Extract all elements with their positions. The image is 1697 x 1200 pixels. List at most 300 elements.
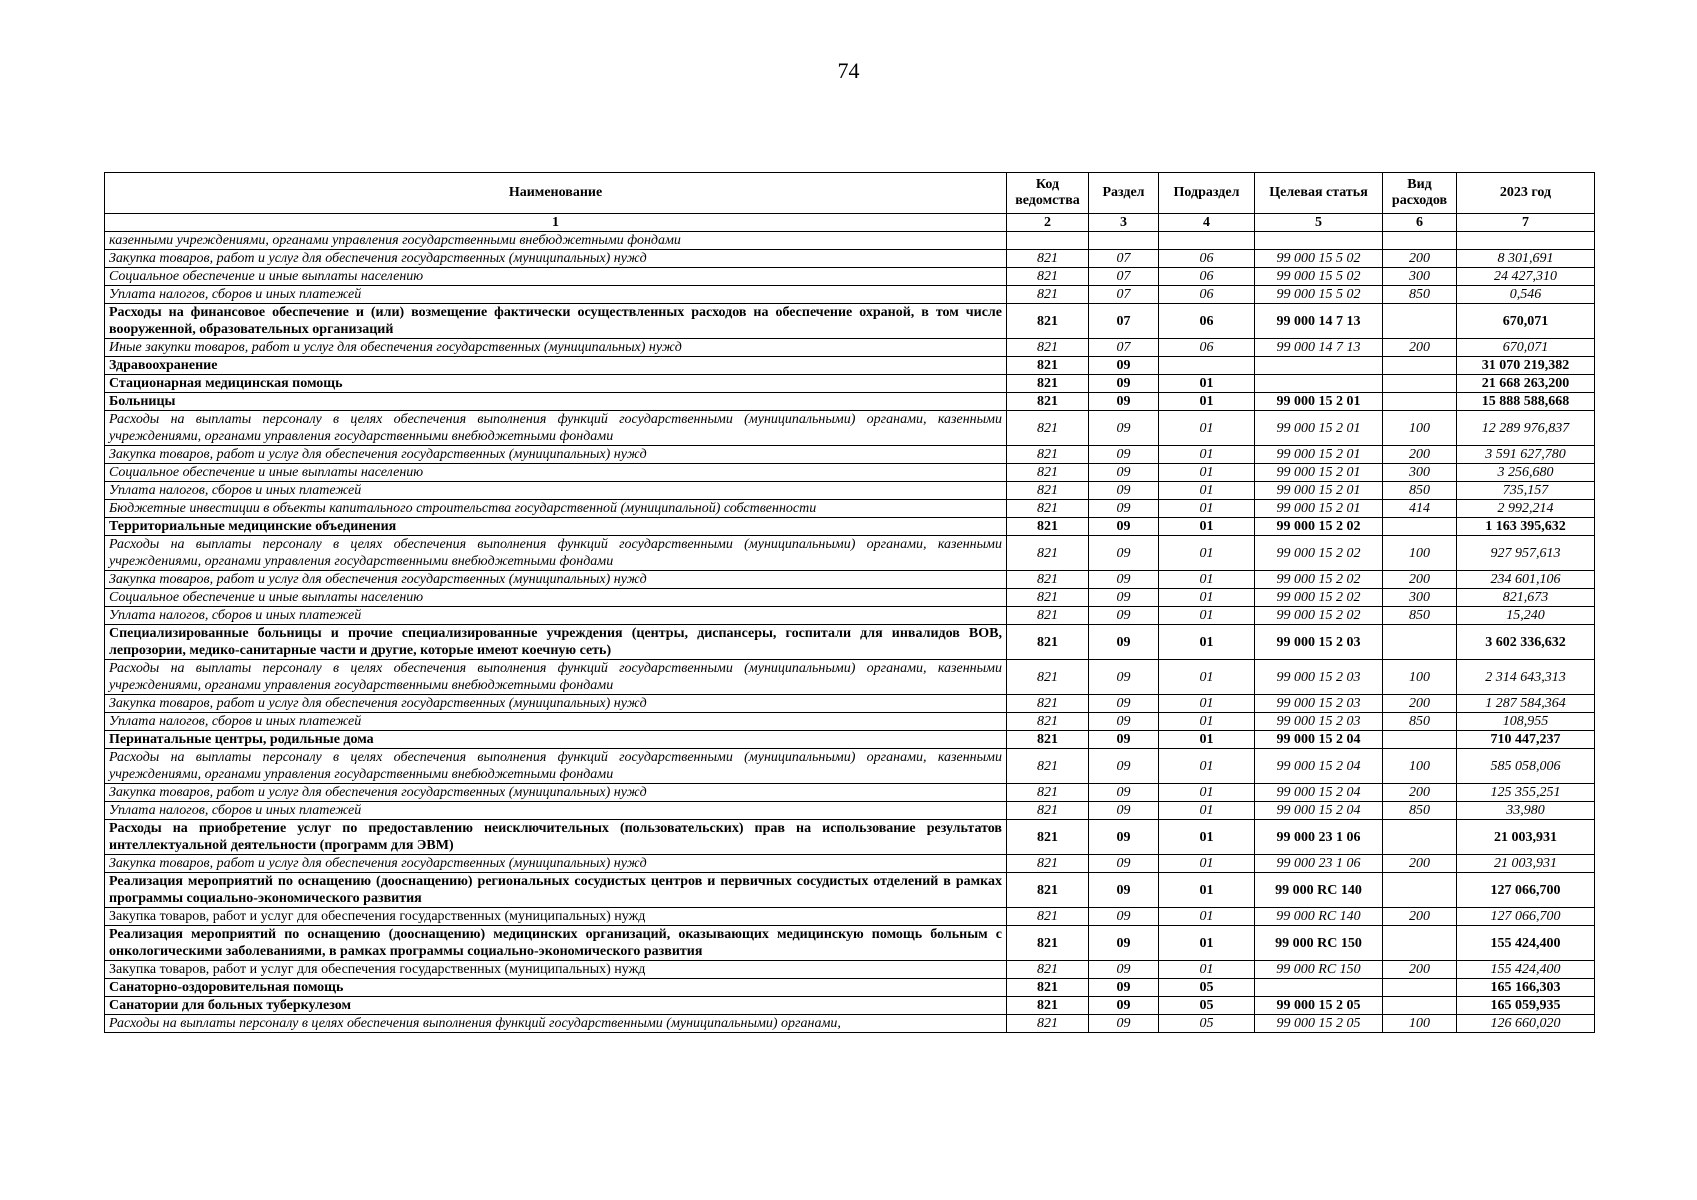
kod-cell: 821 [1007, 250, 1089, 268]
table-row [105, 908, 1595, 926]
name-cell: Уплата налогов, сборов и иных платежей [105, 286, 1007, 304]
header-number: 3 [1089, 214, 1159, 232]
kod-cell: 821 [1007, 749, 1089, 784]
razdel-cell: 09 [1089, 571, 1159, 589]
razdel-cell: 09 [1089, 393, 1159, 411]
razdel-cell: 09 [1089, 464, 1159, 482]
name-cell: Уплата налогов, сборов и иных платежей [105, 607, 1007, 625]
table-row [105, 607, 1595, 625]
podrazdel-cell: 01 [1159, 820, 1255, 855]
sum-cell: 3 591 627,780 [1457, 446, 1595, 464]
cel-cell: 99 000 15 5 02 [1255, 268, 1383, 286]
table-row [105, 855, 1595, 873]
kod-cell: 821 [1007, 873, 1089, 908]
podrazdel-cell: 01 [1159, 731, 1255, 749]
kod-cell: 821 [1007, 357, 1089, 375]
table-row [105, 411, 1595, 446]
vid-cell: 850 [1383, 802, 1457, 820]
sum-cell: 710 447,237 [1457, 731, 1595, 749]
name-cell: Социальное обеспечение и иные выплаты населению [105, 464, 1007, 482]
header-kod: Код ведомства [1007, 173, 1089, 214]
sum-cell: 670,071 [1457, 339, 1595, 357]
table-row [105, 802, 1595, 820]
vid-cell [1383, 979, 1457, 997]
cel-cell: 99 000 23 1 06 [1255, 855, 1383, 873]
table-row [105, 357, 1595, 375]
razdel-cell: 09 [1089, 625, 1159, 660]
razdel-cell: 09 [1089, 784, 1159, 802]
sum-cell: 0,546 [1457, 286, 1595, 304]
header-row [105, 173, 1595, 214]
kod-cell: 821 [1007, 625, 1089, 660]
podrazdel-cell: 01 [1159, 855, 1255, 873]
table-row [105, 820, 1595, 855]
vid-cell: 200 [1383, 961, 1457, 979]
name-cell: Реализация мероприятий по оснащению (дооснащению) медицинских организаций, оказывающих медицинскую помощь больным с онкологическими заболеваниями, в рамках программы социально-экономического развития [105, 926, 1007, 961]
cel-cell: 99 000 RC 150 [1255, 926, 1383, 961]
sum-cell: 234 601,106 [1457, 571, 1595, 589]
podrazdel-cell: 05 [1159, 997, 1255, 1015]
podrazdel-cell: 01 [1159, 571, 1255, 589]
cel-cell: 99 000 15 2 04 [1255, 749, 1383, 784]
podrazdel-cell: 05 [1159, 979, 1255, 997]
vid-cell: 300 [1383, 589, 1457, 607]
kod-cell: 821 [1007, 536, 1089, 571]
sum-cell: 821,673 [1457, 589, 1595, 607]
razdel-cell: 09 [1089, 1015, 1159, 1033]
vid-cell [1383, 820, 1457, 855]
table-row [105, 536, 1595, 571]
cel-cell: 99 000 15 2 04 [1255, 784, 1383, 802]
cel-cell: 99 000 15 2 05 [1255, 1015, 1383, 1033]
table-row [105, 482, 1595, 500]
razdel-cell: 09 [1089, 997, 1159, 1015]
sum-cell [1457, 232, 1595, 250]
name-cell: Закупка товаров, работ и услуг для обеспечения государственных (муниципальных) нужд [105, 250, 1007, 268]
name-cell: Закупка товаров, работ и услуг для обеспечения государственных (муниципальных) нужд [105, 961, 1007, 979]
razdel-cell: 09 [1089, 411, 1159, 446]
kod-cell: 821 [1007, 500, 1089, 518]
table-row [105, 660, 1595, 695]
table-row [105, 1015, 1595, 1033]
table-row [105, 695, 1595, 713]
sum-cell: 165 059,935 [1457, 997, 1595, 1015]
podrazdel-cell: 05 [1159, 1015, 1255, 1033]
kod-cell: 821 [1007, 339, 1089, 357]
table-row [105, 589, 1595, 607]
podrazdel-cell: 01 [1159, 393, 1255, 411]
cel-cell [1255, 375, 1383, 393]
cel-cell: 99 000 15 2 04 [1255, 802, 1383, 820]
sum-cell: 108,955 [1457, 713, 1595, 731]
vid-cell [1383, 393, 1457, 411]
podrazdel-cell: 01 [1159, 926, 1255, 961]
podrazdel-cell: 01 [1159, 375, 1255, 393]
cel-cell: 99 000 15 5 02 [1255, 250, 1383, 268]
vid-cell: 200 [1383, 339, 1457, 357]
kod-cell: 821 [1007, 855, 1089, 873]
podrazdel-cell: 01 [1159, 749, 1255, 784]
table-row [105, 446, 1595, 464]
kod-cell: 821 [1007, 571, 1089, 589]
vid-cell: 100 [1383, 749, 1457, 784]
table-row [105, 997, 1595, 1015]
name-cell: Закупка товаров, работ и услуг для обеспечения государственных (муниципальных) нужд [105, 695, 1007, 713]
razdel-cell: 09 [1089, 802, 1159, 820]
cel-cell [1255, 232, 1383, 250]
kod-cell: 821 [1007, 731, 1089, 749]
name-cell: Закупка товаров, работ и услуг для обеспечения государственных (муниципальных) нужд [105, 855, 1007, 873]
cel-cell [1255, 357, 1383, 375]
vid-cell: 200 [1383, 446, 1457, 464]
sum-cell: 12 289 976,837 [1457, 411, 1595, 446]
sum-cell: 1 163 395,632 [1457, 518, 1595, 536]
name-cell: Расходы на приобретение услуг по предоставлению неисключительных (пользовательских) прав на использование результатов интеллектуальной деятельности (программ для ЭВМ) [105, 820, 1007, 855]
name-cell: Санаторно-оздоровительная помощь [105, 979, 1007, 997]
podrazdel-cell: 01 [1159, 607, 1255, 625]
table-row [105, 268, 1595, 286]
sum-cell: 3 256,680 [1457, 464, 1595, 482]
podrazdel-cell: 01 [1159, 784, 1255, 802]
kod-cell: 821 [1007, 660, 1089, 695]
sum-cell: 8 301,691 [1457, 250, 1595, 268]
vid-cell: 100 [1383, 1015, 1457, 1033]
sum-cell: 3 602 336,632 [1457, 625, 1595, 660]
budget-table [104, 172, 1595, 1033]
kod-cell: 821 [1007, 820, 1089, 855]
sum-cell: 927 957,613 [1457, 536, 1595, 571]
podrazdel-cell: 01 [1159, 411, 1255, 446]
header-razdel: Раздел [1089, 173, 1159, 214]
name-cell: Расходы на выплаты персоналу в целях обеспечения выполнения функций государственными (муниципальными) органами, казенными учреждениями, органами управления государственными внебюджетными фондами [105, 536, 1007, 571]
cel-cell: 99 000 15 2 02 [1255, 536, 1383, 571]
podrazdel-cell: 01 [1159, 873, 1255, 908]
kod-cell: 821 [1007, 784, 1089, 802]
name-cell: Уплата налогов, сборов и иных платежей [105, 802, 1007, 820]
podrazdel-cell: 06 [1159, 339, 1255, 357]
razdel-cell: 09 [1089, 446, 1159, 464]
kod-cell: 821 [1007, 411, 1089, 446]
razdel-cell: 09 [1089, 855, 1159, 873]
table-row [105, 464, 1595, 482]
name-cell: Санатории для больных туберкулезом [105, 997, 1007, 1015]
vid-cell: 200 [1383, 855, 1457, 873]
name-cell: Закупка товаров, работ и услуг для обеспечения государственных (муниципальных) нужд [105, 571, 1007, 589]
sum-cell: 735,157 [1457, 482, 1595, 500]
kod-cell: 821 [1007, 482, 1089, 500]
name-cell: Здравоохранение [105, 357, 1007, 375]
razdel-cell: 09 [1089, 536, 1159, 571]
podrazdel-cell: 01 [1159, 802, 1255, 820]
kod-cell: 821 [1007, 961, 1089, 979]
podrazdel-cell: 01 [1159, 908, 1255, 926]
name-cell: Бюджетные инвестиции в объекты капитального строительства государственной (муниципальной) собственности [105, 500, 1007, 518]
razdel-cell: 09 [1089, 607, 1159, 625]
podrazdel-cell: 01 [1159, 446, 1255, 464]
podrazdel-cell: 06 [1159, 304, 1255, 339]
vid-cell [1383, 518, 1457, 536]
kod-cell: 821 [1007, 375, 1089, 393]
vid-cell: 100 [1383, 536, 1457, 571]
podrazdel-cell: 01 [1159, 464, 1255, 482]
header-year: 2023 год [1457, 173, 1595, 214]
razdel-cell: 09 [1089, 979, 1159, 997]
vid-cell: 200 [1383, 784, 1457, 802]
name-cell: Уплата налогов, сборов и иных платежей [105, 713, 1007, 731]
sum-cell: 21 003,931 [1457, 820, 1595, 855]
name-cell: Закупка товаров, работ и услуг для обеспечения государственных (муниципальных) нужд [105, 784, 1007, 802]
cel-cell: 99 000 15 2 01 [1255, 446, 1383, 464]
podrazdel-cell: 06 [1159, 286, 1255, 304]
table-row [105, 873, 1595, 908]
vid-cell: 850 [1383, 286, 1457, 304]
sum-cell: 21 668 263,200 [1457, 375, 1595, 393]
table-row [105, 749, 1595, 784]
vid-cell [1383, 232, 1457, 250]
header-number-row [105, 214, 1595, 232]
cel-cell: 99 000 15 2 05 [1255, 997, 1383, 1015]
name-cell: Расходы на выплаты персоналу в целях обеспечения выполнения функций государственными (муниципальными) органами, казенными учреждениями, органами управления государственными внебюджетными фондами [105, 749, 1007, 784]
sum-cell: 125 355,251 [1457, 784, 1595, 802]
podrazdel-cell: 01 [1159, 660, 1255, 695]
razdel-cell: 09 [1089, 482, 1159, 500]
vid-cell [1383, 731, 1457, 749]
podrazdel-cell: 01 [1159, 536, 1255, 571]
kod-cell: 821 [1007, 286, 1089, 304]
razdel-cell: 09 [1089, 731, 1159, 749]
podrazdel-cell: 01 [1159, 482, 1255, 500]
cel-cell: 99 000 23 1 06 [1255, 820, 1383, 855]
vid-cell [1383, 357, 1457, 375]
kod-cell [1007, 232, 1089, 250]
table-row [105, 713, 1595, 731]
razdel-cell: 09 [1089, 820, 1159, 855]
vid-cell: 414 [1383, 500, 1457, 518]
name-cell: Расходы на выплаты персоналу в целях обеспечения выполнения функций государственными (муниципальными) органами, казенными учреждениями, органами управления государственными внебюджетными фондами [105, 660, 1007, 695]
table-row [105, 375, 1595, 393]
name-cell: Социальное обеспечение и иные выплаты населению [105, 268, 1007, 286]
table-row [105, 393, 1595, 411]
kod-cell: 821 [1007, 908, 1089, 926]
name-cell: Уплата налогов, сборов и иных платежей [105, 482, 1007, 500]
kod-cell: 821 [1007, 589, 1089, 607]
podrazdel-cell [1159, 232, 1255, 250]
table-row [105, 500, 1595, 518]
sum-cell: 585 058,006 [1457, 749, 1595, 784]
cel-cell: 99 000 RC 150 [1255, 961, 1383, 979]
cel-cell: 99 000 15 2 02 [1255, 607, 1383, 625]
vid-cell: 300 [1383, 464, 1457, 482]
sum-cell: 2 992,214 [1457, 500, 1595, 518]
table-body [105, 232, 1595, 1033]
sum-cell: 127 066,700 [1457, 908, 1595, 926]
cel-cell: 99 000 15 2 02 [1255, 571, 1383, 589]
razdel-cell: 09 [1089, 873, 1159, 908]
vid-cell: 200 [1383, 695, 1457, 713]
sum-cell: 670,071 [1457, 304, 1595, 339]
sum-cell: 15 888 588,668 [1457, 393, 1595, 411]
razdel-cell: 09 [1089, 589, 1159, 607]
razdel-cell: 07 [1089, 339, 1159, 357]
name-cell: Больницы [105, 393, 1007, 411]
header-number: 6 [1383, 214, 1457, 232]
table-row [105, 304, 1595, 339]
cel-cell: 99 000 14 7 13 [1255, 304, 1383, 339]
razdel-cell: 09 [1089, 518, 1159, 536]
razdel-cell: 07 [1089, 250, 1159, 268]
vid-cell [1383, 375, 1457, 393]
name-cell: Закупка товаров, работ и услуг для обеспечения государственных (муниципальных) нужд [105, 446, 1007, 464]
sum-cell: 24 427,310 [1457, 268, 1595, 286]
cel-cell: 99 000 15 5 02 [1255, 286, 1383, 304]
cel-cell: 99 000 15 2 01 [1255, 482, 1383, 500]
header-number: 1 [105, 214, 1007, 232]
vid-cell: 200 [1383, 571, 1457, 589]
cel-cell: 99 000 14 7 13 [1255, 339, 1383, 357]
table-row [105, 286, 1595, 304]
vid-cell [1383, 873, 1457, 908]
header-number: 4 [1159, 214, 1255, 232]
header-number: 5 [1255, 214, 1383, 232]
razdel-cell: 09 [1089, 357, 1159, 375]
vid-cell: 850 [1383, 482, 1457, 500]
table-row [105, 625, 1595, 660]
vid-cell: 200 [1383, 250, 1457, 268]
sum-cell: 33,980 [1457, 802, 1595, 820]
name-cell: Расходы на выплаты персоналу в целях обеспечения выполнения функций государственными (муниципальными) органами, казенными учреждениями, органами управления государственными внебюджетными фондами [105, 411, 1007, 446]
razdel-cell: 09 [1089, 375, 1159, 393]
cel-cell: 99 000 15 2 01 [1255, 393, 1383, 411]
kod-cell: 821 [1007, 304, 1089, 339]
vid-cell [1383, 625, 1457, 660]
razdel-cell: 09 [1089, 961, 1159, 979]
kod-cell: 821 [1007, 464, 1089, 482]
vid-cell [1383, 926, 1457, 961]
header-podrazdel: Подраздел [1159, 173, 1255, 214]
kod-cell: 821 [1007, 393, 1089, 411]
cel-cell: 99 000 15 2 02 [1255, 589, 1383, 607]
podrazdel-cell: 01 [1159, 500, 1255, 518]
podrazdel-cell: 01 [1159, 518, 1255, 536]
podrazdel-cell: 01 [1159, 713, 1255, 731]
kod-cell: 821 [1007, 926, 1089, 961]
vid-cell [1383, 997, 1457, 1015]
cel-cell: 99 000 15 2 03 [1255, 713, 1383, 731]
vid-cell [1383, 304, 1457, 339]
kod-cell: 821 [1007, 997, 1089, 1015]
sum-cell: 155 424,400 [1457, 961, 1595, 979]
kod-cell: 821 [1007, 268, 1089, 286]
cel-cell: 99 000 15 2 03 [1255, 660, 1383, 695]
razdel-cell: 07 [1089, 304, 1159, 339]
table-row [105, 784, 1595, 802]
cel-cell: 99 000 15 2 03 [1255, 695, 1383, 713]
table-row [105, 339, 1595, 357]
name-cell: Территориальные медицинские объединения [105, 518, 1007, 536]
table-row [105, 961, 1595, 979]
cel-cell: 99 000 RC 140 [1255, 873, 1383, 908]
kod-cell: 821 [1007, 1015, 1089, 1033]
razdel-cell: 09 [1089, 749, 1159, 784]
razdel-cell: 07 [1089, 268, 1159, 286]
razdel-cell [1089, 232, 1159, 250]
kod-cell: 821 [1007, 446, 1089, 464]
name-cell: Стационарная медицинская помощь [105, 375, 1007, 393]
cel-cell: 99 000 15 2 01 [1255, 464, 1383, 482]
podrazdel-cell: 06 [1159, 250, 1255, 268]
name-cell: Социальное обеспечение и иные выплаты населению [105, 589, 1007, 607]
name-cell: Реализация мероприятий по оснащению (дооснащению) региональных сосудистых центров и первичных сосудистых отделений в рамках программы социально-экономического развития [105, 873, 1007, 908]
cel-cell: 99 000 RC 140 [1255, 908, 1383, 926]
vid-cell: 300 [1383, 268, 1457, 286]
vid-cell: 100 [1383, 660, 1457, 695]
podrazdel-cell: 01 [1159, 695, 1255, 713]
podrazdel-cell: 01 [1159, 625, 1255, 660]
table-row [105, 232, 1595, 250]
razdel-cell: 09 [1089, 660, 1159, 695]
table-row [105, 731, 1595, 749]
sum-cell: 155 424,400 [1457, 926, 1595, 961]
razdel-cell: 09 [1089, 500, 1159, 518]
name-cell: Перинатальные центры, родильные дома [105, 731, 1007, 749]
header-vid: Вид расходов [1383, 173, 1457, 214]
page-number: 74 [837, 58, 860, 83]
name-cell: Иные закупки товаров, работ и услуг для обеспечения государственных (муниципальных) нужд [105, 339, 1007, 357]
table-row [105, 250, 1595, 268]
cel-cell: 99 000 15 2 01 [1255, 411, 1383, 446]
sum-cell: 127 066,700 [1457, 873, 1595, 908]
sum-cell: 126 660,020 [1457, 1015, 1595, 1033]
table-row [105, 518, 1595, 536]
razdel-cell: 09 [1089, 695, 1159, 713]
cel-cell: 99 000 15 2 04 [1255, 731, 1383, 749]
cel-cell [1255, 979, 1383, 997]
razdel-cell: 09 [1089, 926, 1159, 961]
name-cell: Расходы на выплаты персоналу в целях обеспечения выполнения функций государственными (муниципальными) органами, [105, 1015, 1007, 1033]
razdel-cell: 09 [1089, 713, 1159, 731]
table-row [105, 979, 1595, 997]
name-cell: Расходы на финансовое обеспечение и (или) возмещение фактически осуществленных расходов на обеспечение охраной, в том числе вооруженной, образовательных организаций [105, 304, 1007, 339]
kod-cell: 821 [1007, 607, 1089, 625]
cel-cell: 99 000 15 2 01 [1255, 500, 1383, 518]
vid-cell: 850 [1383, 713, 1457, 731]
cel-cell: 99 000 15 2 02 [1255, 518, 1383, 536]
podrazdel-cell: 01 [1159, 589, 1255, 607]
header-number: 2 [1007, 214, 1089, 232]
header-name: Наименование [105, 173, 1007, 214]
podrazdel-cell: 01 [1159, 961, 1255, 979]
header-cel: Целевая статья [1255, 173, 1383, 214]
razdel-cell: 07 [1089, 286, 1159, 304]
sum-cell: 15,240 [1457, 607, 1595, 625]
name-cell: Специализированные больницы и прочие специализированные учреждения (центры, диспансеры, госпитали для инвалидов ВОВ, лепрозории, медико-санитарные части и другие, которые имеют коечную сеть) [105, 625, 1007, 660]
sum-cell: 165 166,303 [1457, 979, 1595, 997]
vid-cell: 200 [1383, 908, 1457, 926]
sum-cell: 31 070 219,382 [1457, 357, 1595, 375]
kod-cell: 821 [1007, 802, 1089, 820]
cel-cell: 99 000 15 2 03 [1255, 625, 1383, 660]
vid-cell: 100 [1383, 411, 1457, 446]
kod-cell: 821 [1007, 979, 1089, 997]
sum-cell: 1 287 584,364 [1457, 695, 1595, 713]
kod-cell: 821 [1007, 518, 1089, 536]
table-row [105, 571, 1595, 589]
header-number: 7 [1457, 214, 1595, 232]
razdel-cell: 09 [1089, 908, 1159, 926]
kod-cell: 821 [1007, 695, 1089, 713]
sum-cell: 2 314 643,313 [1457, 660, 1595, 695]
podrazdel-cell: 06 [1159, 268, 1255, 286]
